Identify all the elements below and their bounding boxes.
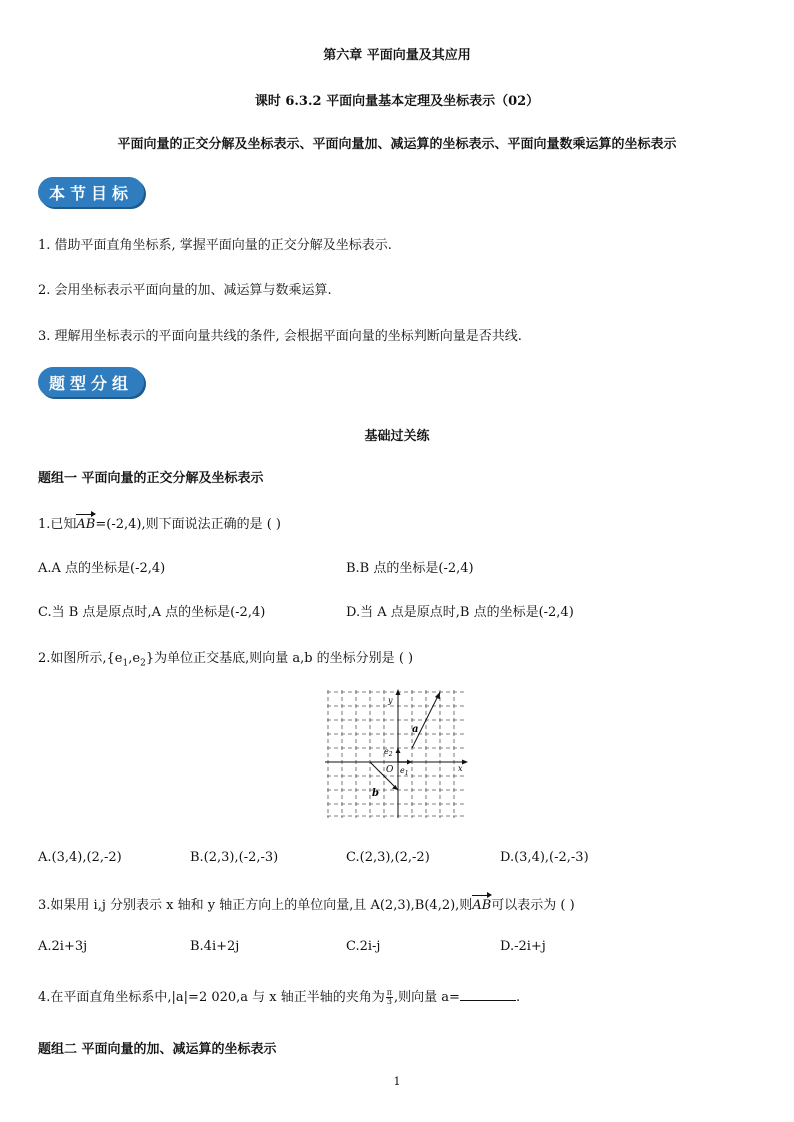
option-b: B.(2,3),(-2,-3) — [190, 850, 279, 865]
question-text: 2.如图所示,{e — [38, 651, 123, 666]
section-badge-goals: 本节目标 — [38, 177, 144, 207]
section-badge-groups: 题型分组 — [38, 367, 144, 397]
fraction-pi-over-3 — [386, 989, 393, 1006]
question-text: =(-2,4),则下面说法正确的是 ( ) — [95, 517, 282, 532]
vector-a-label: a — [412, 724, 419, 735]
option-c: C.当 B 点是原点时,A 点的坐标是(-2,4) — [38, 605, 266, 620]
question-text: ,e — [128, 651, 141, 666]
option-a: A.2i+3j — [38, 939, 88, 954]
origin-label: O — [386, 765, 394, 775]
question-text: }为单位正交基底,则向量 a,b 的坐标分别是 ( ) — [145, 651, 414, 666]
e1-label — [400, 766, 409, 777]
e1-subscript: 1 — [404, 770, 409, 777]
subscript: 2 — [140, 658, 146, 669]
e2-subscript: 2 — [388, 751, 393, 758]
group-heading: 题组一 平面向量的正交分解及坐标表示 — [38, 471, 264, 486]
goal-item: 1. 借助平面直角坐标系, 掌握平面向量的正交分解及坐标表示. — [38, 238, 392, 253]
lesson-topics: 平面向量的正交分解及坐标表示、平面向量加、减运算的坐标表示、平面向量数乘运算的坐标表示 — [117, 137, 677, 152]
lesson-title: 课时 6.3.2 平面向量基本定理及坐标表示（02） — [254, 94, 540, 109]
option-d: D.当 A 点是原点时,B 点的坐标是(-2,4) — [346, 605, 574, 620]
question-text: 4.在平面直角坐标系中,|a|=2 020,a 与 x 轴正半轴的夹角为 — [38, 990, 385, 1005]
option-d: D.-2i+j — [500, 939, 546, 954]
subscript: 1 — [122, 658, 129, 669]
vector-ab: AB — [472, 898, 492, 913]
question-2 — [38, 647, 413, 669]
y-axis-label: y — [388, 696, 393, 705]
period: . — [515, 990, 521, 1005]
option-a: A.A 点的坐标是(-2,4) — [38, 561, 166, 576]
question-4 — [38, 986, 520, 1006]
e2-label — [384, 747, 393, 758]
question-text: ,则向量 a= — [394, 990, 460, 1005]
option-b: B.B 点的坐标是(-2,4) — [346, 561, 474, 576]
option-b: B.4i+2j — [190, 939, 240, 954]
question-text: 3.如果用 i,j 分别表示 x 轴和 y 轴正方向上的单位向量,且 A(2,3),B(4,2),则 — [38, 898, 473, 913]
question-1 — [38, 513, 281, 532]
option-d: D.(3,4),(-2,-3) — [500, 850, 589, 865]
chapter-title: 第六章 平面向量及其应用 — [323, 48, 471, 63]
page-number: 1 — [393, 1075, 401, 1088]
answer-blank[interactable] — [460, 988, 516, 1001]
section-title: 基础过关练 — [364, 429, 430, 444]
x-axis-label: x — [458, 764, 463, 773]
vector-b-label: b — [372, 788, 379, 799]
fraction-denominator: 3 — [386, 997, 392, 1006]
question-text: 可以表示为 ( ) — [491, 898, 575, 913]
question-3 — [38, 894, 575, 913]
goal-item: 3. 理解用坐标表示的平面向量共线的条件, 会根据平面向量的坐标判断向量是否共线. — [38, 329, 522, 344]
vector-ab: AB — [76, 517, 96, 532]
group-heading: 题组二 平面向量的加、减运算的坐标表示 — [38, 1042, 277, 1057]
e2-letter: e — [384, 747, 389, 756]
e1-letter: e — [400, 766, 405, 775]
question-text: 1.已知 — [38, 517, 77, 532]
goal-item: 2. 会用坐标表示平面向量的加、减运算与数乘运算. — [38, 283, 332, 298]
option-c: C.(2,3),(2,-2) — [346, 850, 430, 865]
fraction-numerator: π — [386, 988, 393, 997]
option-a: A.(3,4),(2,-2) — [38, 850, 122, 865]
vector-grid-figure — [322, 688, 470, 820]
option-c: C.2i-j — [346, 939, 381, 954]
